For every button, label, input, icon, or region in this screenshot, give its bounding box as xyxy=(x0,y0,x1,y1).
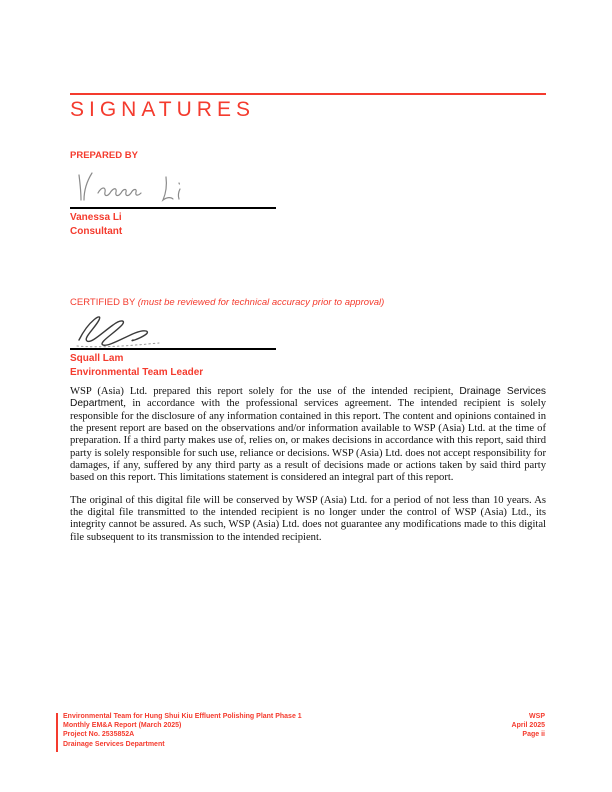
disclaimer-paragraph-1 xyxy=(70,386,546,485)
footer-left xyxy=(63,712,302,749)
disclaimer-p1-segment-1: WSP (Asia) Ltd. prepared this report solely for the use of the intended recipient, xyxy=(70,386,460,397)
signature-line-certified xyxy=(70,348,276,350)
signature-line-prepared xyxy=(70,207,276,209)
footer-project-line: Environmental Team for Hung Shui Kiu Effluent Polishing Plant Phase 1 xyxy=(63,713,302,720)
disclaimer-p1-recipient: Drainage Services Department xyxy=(70,386,546,410)
footer-page-number: Page ii xyxy=(522,731,545,739)
prepared-title: Consultant xyxy=(70,226,123,237)
prepared-by-label: PREPARED BY xyxy=(70,150,138,161)
heading-rule xyxy=(70,93,546,95)
disclaimer-paragraph-2: The original of this digital file will be conserved by WSP (Asia) Ltd. for a period of not less than 10 years. As the digital file transmitted to the intended recipient is no longer under the control of WSP (Asia) Ltd., its integrity cannot be assured. As such, WSP (Asia) Ltd. does not guarantee any modifications made to this digital file subsequent to its transmission to the intended recipient. xyxy=(70,494,546,543)
prepared-name: Vanessa Li xyxy=(70,212,122,223)
footer-rule xyxy=(56,713,58,752)
footer-client-line: Drainage Services Department xyxy=(63,740,165,748)
certified-by-label xyxy=(70,297,384,308)
footer-project-no-line: Project No. 2535852A xyxy=(63,731,135,739)
footer-report-line: Monthly EM&A Report (March 2025) xyxy=(63,722,182,730)
page-title: SIGNATURES xyxy=(70,98,255,121)
certified-title: Environmental Team Leader xyxy=(70,367,204,378)
footer-date: April 2025 xyxy=(511,722,545,730)
disclaimer-p1-segment-2: , in accordance with the professional services agreement. The intended recipient is solely responsible for the disclosure of any information contained in this report. The content and opinions contained in the present report are based on the observations and/or information available to WSP (Asia) Ltd. at the time of preparation. If a third party makes use of, relies on, or makes decisions in accordance with this report, said third party is solely responsible for such use, reliance or decisions. WSP (Asia) Ltd. does not accept responsibility for damages, if any, suffered by any third party as a result of decisions made or actions taken by said third party based on this report. This limitations statement is considered an integral part of this report. xyxy=(70,398,546,484)
certified-by-note: (must be reviewed for technical accuracy prior to approval) xyxy=(137,297,385,308)
handwritten-signature-squall-lam-icon xyxy=(71,310,171,350)
footer-company: WSP xyxy=(529,713,545,720)
certified-by-label-text: CERTIFIED BY xyxy=(70,297,136,308)
footer-right xyxy=(512,712,545,740)
disclaimer-text xyxy=(70,386,546,554)
certified-name: Squall Lam xyxy=(70,353,124,364)
handwritten-signature-vanessa-li-icon xyxy=(71,168,196,206)
